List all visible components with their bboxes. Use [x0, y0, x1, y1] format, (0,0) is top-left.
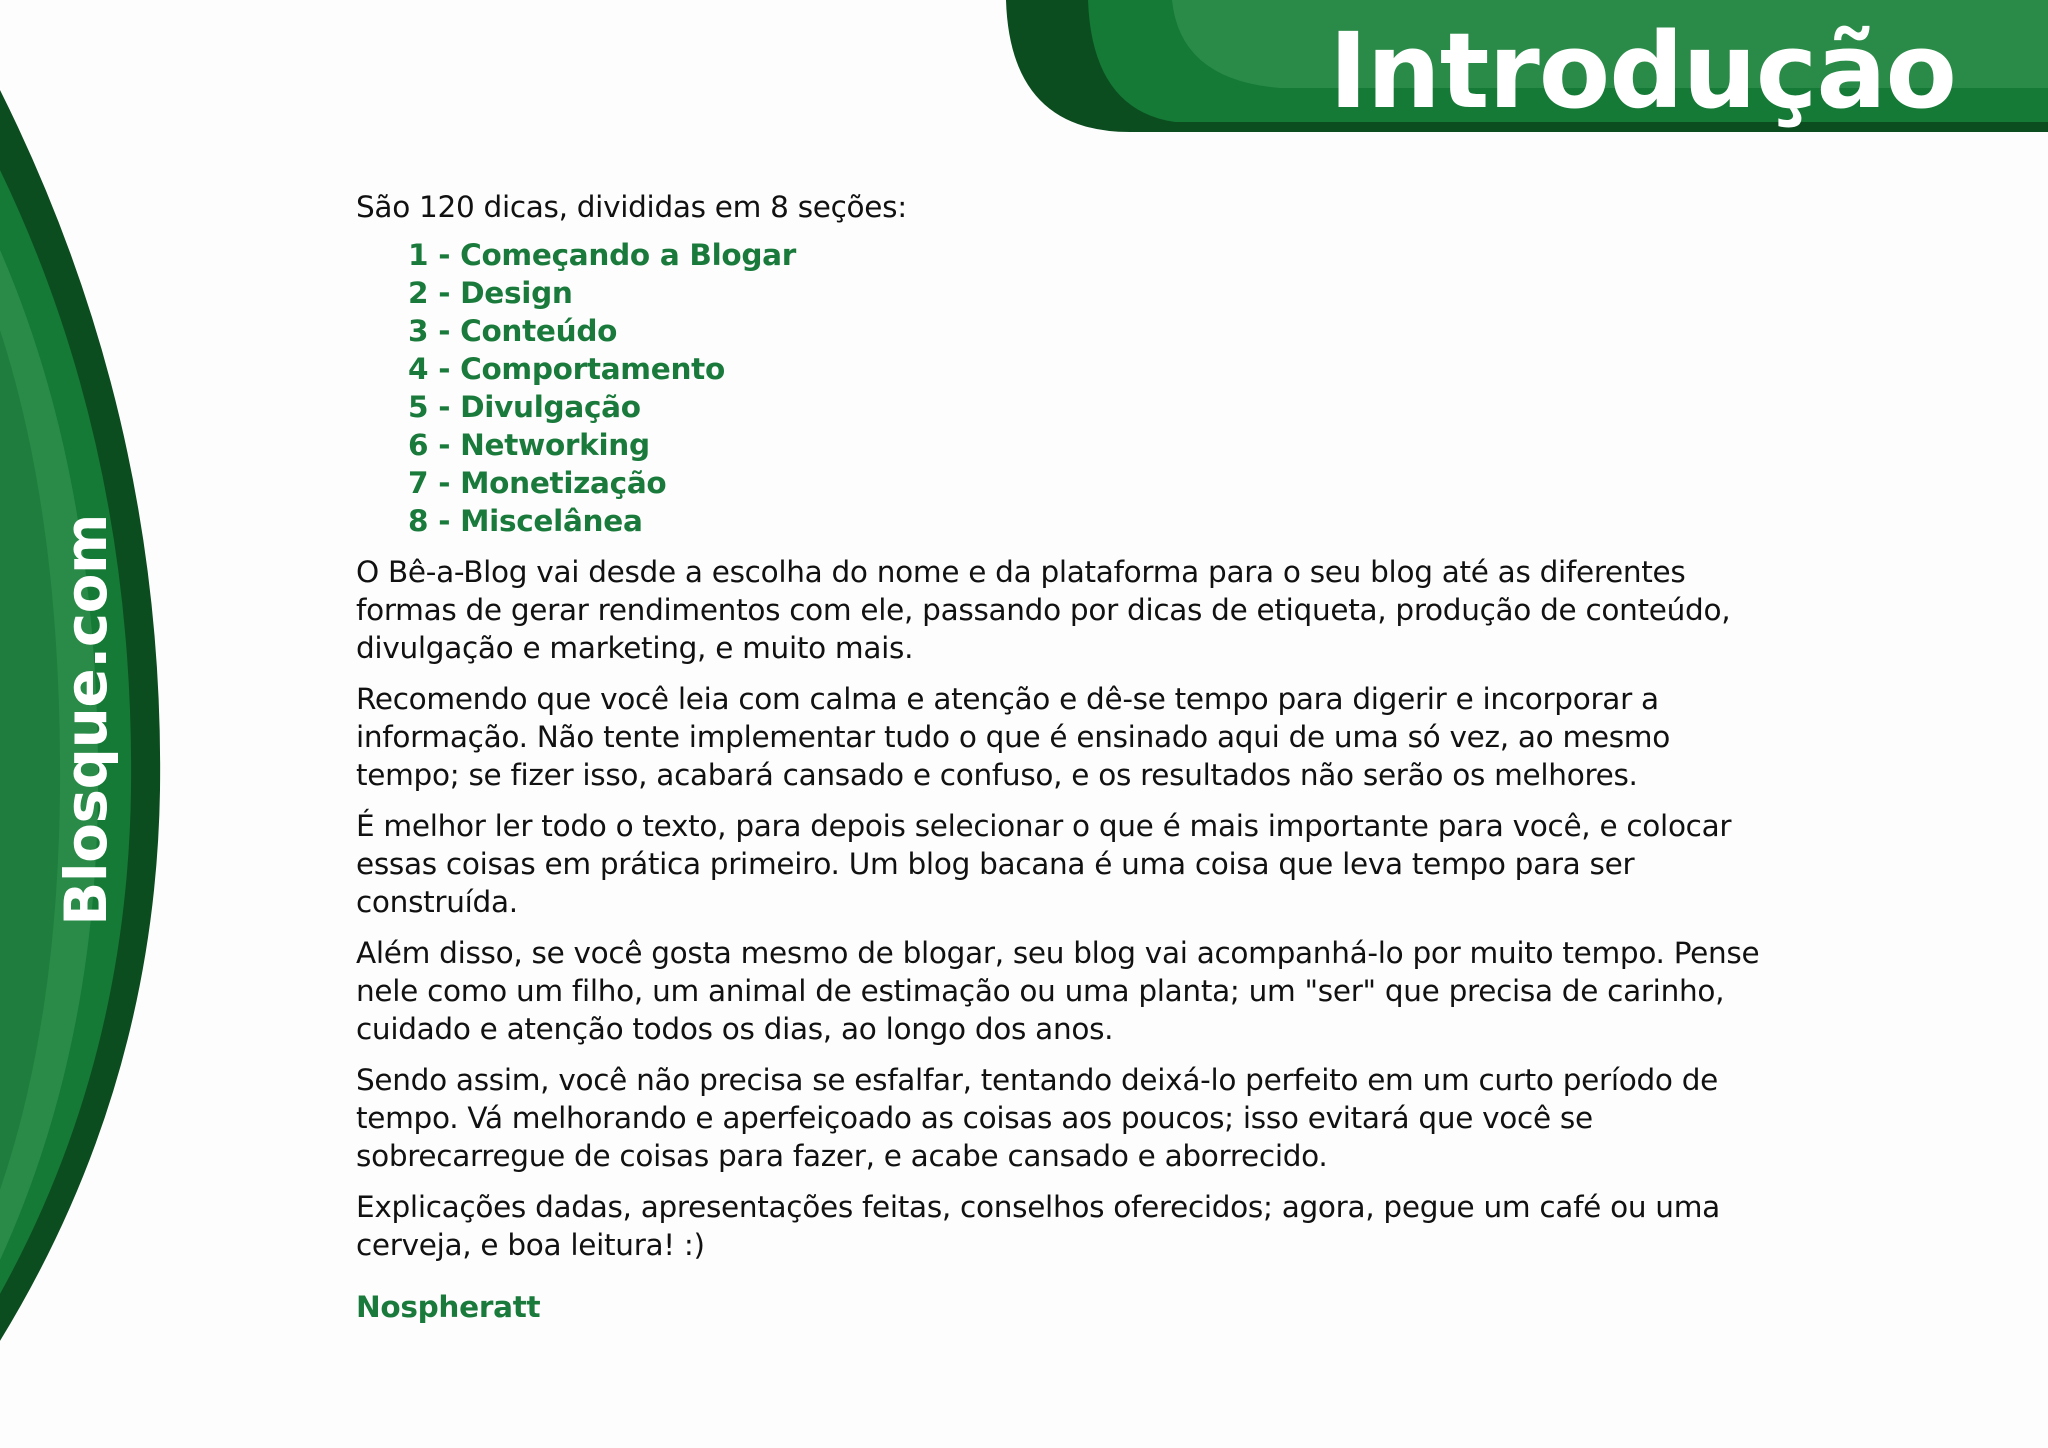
- paragraph: Sendo assim, você não precisa se esfalfar, tentando deixá-lo perfeito em um curto período de tempo. Vá melhorando e aperfeiçoado as coisas aos poucos; isso evitará que você se sobrecarregue de coisas para fazer, e acabe cansado e aborrecido.: [356, 1063, 1718, 1173]
- section-item: 7 - Monetização: [408, 466, 667, 500]
- section-item: 6 - Networking: [408, 428, 650, 462]
- page-title: Introdução: [1329, 10, 1956, 132]
- author-signature: Nospheratt: [356, 1290, 541, 1324]
- main-content: [356, 188, 1776, 1326]
- paragraph: É melhor ler todo o texto, para depois selecionar o que é mais importante para você, e colocar essas coisas em prática primeiro. Um blog bacana é uma coisa que leva tempo para ser construída.: [356, 809, 1732, 919]
- section-item: 3 - Conteúdo: [408, 314, 618, 348]
- sections-list: [408, 236, 1776, 540]
- paragraph: O Bê-a-Blog vai desde a escolha do nome e da plataforma para o seu blog até as diferentes formas de gerar rendimentos com ele, passando por dicas de etiqueta, produção de conteúdo, divulgação e marketing, e muito mais.: [356, 555, 1731, 665]
- section-item: 4 - Comportamento: [408, 352, 725, 386]
- section-item: 5 - Divulgação: [408, 390, 641, 424]
- section-item: 8 - Miscelânea: [408, 504, 643, 538]
- paragraph: Além disso, se você gosta mesmo de blogar, seu blog vai acompanhá-lo por muito tempo. Pense nele como um filho, um animal de estimação ou uma planta; um "ser" que precisa de carinho, cuidado e atenção todos os dias, ao longo dos anos.: [356, 936, 1760, 1046]
- paragraph: Explicações dadas, apresentações feitas, conselhos oferecidos; agora, pegue um café ou uma cerveja, e boa leitura! :): [356, 1190, 1720, 1262]
- brand-vertical-label: Blosque.com: [52, 514, 120, 926]
- section-item: 1 - Começando a Blogar: [408, 238, 797, 272]
- section-item: 2 - Design: [408, 276, 573, 310]
- paragraph: Recomendo que você leia com calma e atenção e dê-se tempo para digerir e incorporar a informação. Não tente implementar tudo o que é ensinado aqui de uma só vez, ao mesmo tempo; se fizer isso, acabará cansado e confuso, e os resultados não serão os melhores.: [356, 682, 1670, 792]
- intro-text: São 120 dicas, divididas em 8 seções:: [356, 190, 907, 224]
